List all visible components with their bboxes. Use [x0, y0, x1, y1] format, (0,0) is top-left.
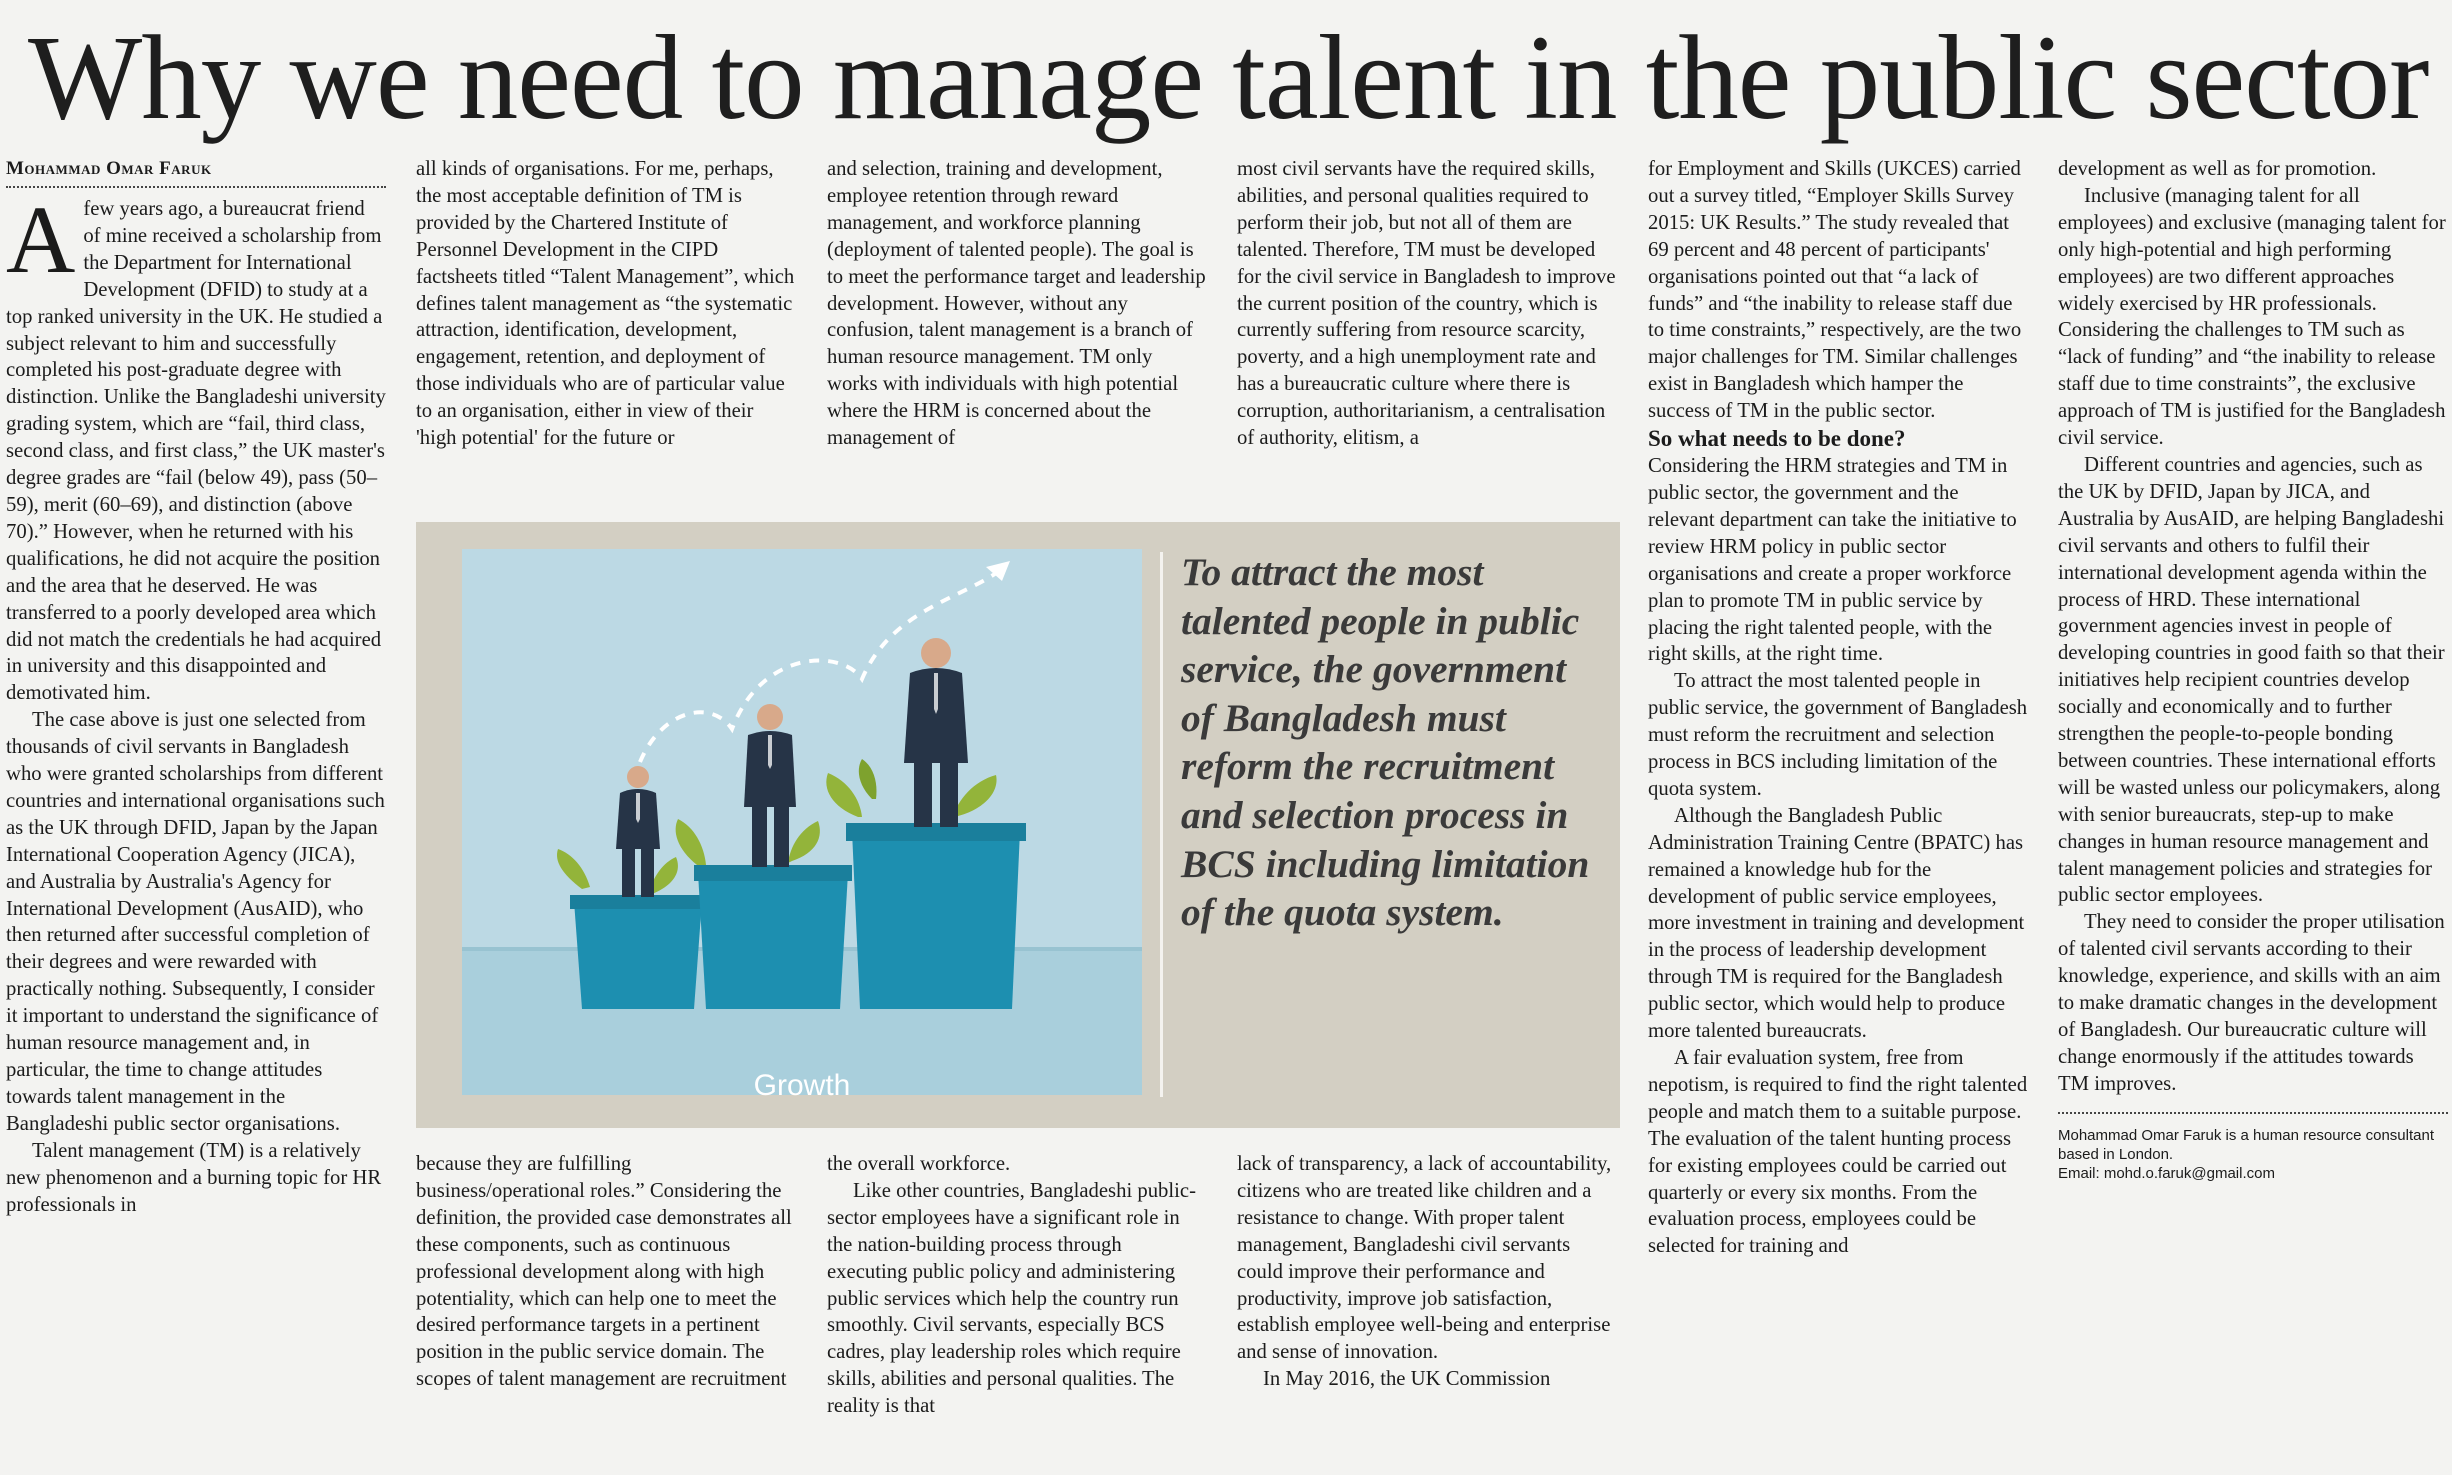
- author-email: Email: mohd.o.faruk@gmail.com: [2058, 1164, 2275, 1182]
- column-4-top: [1237, 156, 1617, 506]
- column-6: [2058, 156, 2448, 1456]
- paragraph: Although the Bangladesh Public Administration Training Centre (BPATC) has remained a knowledge hub for the development of public service employees, more investment in training and development in the process of leadership development through TM is required for the Bangladesh public sector, which would help to produce more talented bureaucrats.: [1648, 804, 2025, 1043]
- column-4-bottom: [1237, 1151, 1617, 1451]
- paragraph: lack of transparency, a lack of accountability, citizens who are treated like children and a resistance to change. With proper talent management, Bangladeshi civil servants could improve their performance and productivity, improve job satisfaction, establish employee well-being and enterprise and sense of innovation.: [1237, 1153, 1612, 1364]
- paragraph: Talent management (TM) is a relatively new phenomenon and a burning topic for HR professionals in: [6, 1139, 382, 1216]
- paragraph: for Employment and Skills (UKCES) carried out a survey titled, “Employer Skills Survey 2015: UK Results.” The study revealed that 69 percent and 48 percent of participants' organisations pointed out that “a lack of funds” and “the inability to release staff due to time constraints,” respectively, are the two major challenges for TM. Similar challenges exist in Bangladesh which hamper the success of TM in the public sector.: [1648, 158, 2022, 423]
- paragraph: development as well as for promotion.: [2058, 158, 2377, 180]
- figure-panel: [416, 522, 1620, 1128]
- author-bio: [2058, 1112, 2448, 1183]
- paragraph: all kinds of organisations. For me, perhaps, the most acceptable definition of TM is provided by the Chartered Institute of Personnel Development in the CIPD factsheets titled “Talent Management”, which defines talent management as “the systematic attraction, identification, development, engagement, retention, and deployment of those individuals who are of particular value to an organisation, either in view of their 'high potential' for the future or: [416, 158, 795, 450]
- paragraph: In May 2016, the UK Commission: [1263, 1368, 1551, 1391]
- column-3-bottom: [827, 1151, 1207, 1451]
- article-headline: Why we need to manage talent in the public sector: [28, 11, 2429, 145]
- column-2-top: [416, 156, 796, 506]
- pull-quote: To attract the most talented people in public service, the government of Bangladesh must reform the recruitment and selection process in BCS including limitation of the quota system.: [1181, 550, 1590, 935]
- column-2-bottom: [416, 1151, 796, 1451]
- paragraph: and selection, training and development, employee retention through reward management, and workforce planning (deployment of talented people). The goal is to meet the performance target and leadership development. However, without any confusion, talent management is a branch of human resource management. TM only works with individuals with high potential where the HRM is concerned about the management of: [827, 158, 1206, 450]
- column-1: [6, 156, 386, 1456]
- section-subhead: So what needs to be done?: [1648, 426, 1906, 452]
- growth-businessmen-plants-icon: [462, 549, 1142, 1095]
- drop-cap: A: [6, 186, 76, 293]
- paragraph: Different countries and agencies, such as the UK by DFID, Japan by JICA, and Australia by AusAID, are helping Bangladeshi civil servants and others to fulfil their international development agenda within the process of HRD. These international government agencies invest in people of developing countries in good faith so that their initiatives help recipient countries develop socially and economically and to further strengthen the people-to-people bonding between countries. These international efforts will be wasted unless our policymakers, along with senior bureaucrats, step-up to make changes in human resource management and talent management policies and strategies for public sector employees.: [2058, 453, 2445, 907]
- column-5: [1648, 156, 2028, 1456]
- paragraph: Like other countries, Bangladeshi public-sector employees have a significant role in the nation-building process through executing public policy and administering public services which help the country run smoothly. Civil servants, especially BCS cadres, play leadership roles which require skills, abilities and personal qualities. The reality is that: [827, 1179, 1196, 1418]
- paragraph: The case above is just one selected from thousands of civil servants in Bangladesh who were granted scholarships from different countries and international organisations such as the UK through DFID, Japan by the Japan International Cooperation Agency (JICA), and Australia by Australia's Agency for International Development (AusAID), who then returned after successful completion of their degrees and were rewarded with practically nothing. Subsequently, I consider it important to understand the significance of human resource management and, in particular, the time to change attitudes towards talent management in the Bangladeshi public sector organisations.: [6, 709, 385, 1135]
- author-bio-text: Mohammad Omar Faruk is a human resource consultant based in London.: [2058, 1126, 2434, 1163]
- author-byline: Mohammad Omar Faruk: [6, 156, 386, 188]
- column-3-top: [827, 156, 1207, 506]
- paragraph: To attract the most talented people in public service, the government of Bangladesh must reform the recruitment and selection process in BCS including limitation of the quota system.: [1648, 670, 2028, 800]
- growth-illustration: [462, 549, 1142, 1102]
- illustration-label: Growth: [753, 1069, 851, 1102]
- paragraph-text: few years ago, a bureaucrat friend of mine received a scholarship from the Department for International Development (DFID) to study at a top ranked university in the UK. He studied a subject relevant to him and successfully completed his post-graduate degree with distinction. Unlike the Bangladeshi university grading system, which are “fail, third class, second class, and first class,” the UK master's degree grades are “fail (below 49), pass (50–59), merit (60–69), and distinction (above 70).” However, when he returned with his qualifications, he did not acquire the position and the area that he deserved. He was transferred to a poorly developed area which did not match the credentials he had acquired in university and this disappointed and demotivated him.: [6, 198, 386, 705]
- paragraph: because they are fulfilling business/operational roles.” Considering the definition, the provided case demonstrates all these components, such as continuous professional development along with high potentiality, which can help one to meet the desired performance targets in a pertinent position in the public service domain. The scopes of talent management are recruitment: [416, 1153, 792, 1391]
- paragraph: A fair evaluation system, free from nepotism, is required to find the right talented people and match them to a suitable purpose. The evaluation of the talent hunting process for existing employees could be carried out quarterly or every six months. From the evaluation process, employees could be selected for training and: [1648, 1047, 2028, 1258]
- paragraph: They need to consider the proper utilisation of talented civil servants according to their knowledge, experience, and skills with an aim to make dramatic changes in the development of Bangladesh. Our bureaucratic culture will change enormously if the attitudes towards TM improves.: [2058, 911, 2445, 1095]
- paragraph: [6, 186, 386, 707]
- paragraph: Inclusive (managing talent for all employees) and exclusive (managing talent for only high-potential and high performing employees) are two different approaches widely exercised by HR professionals. Considering the challenges to TM such as “lack of funding” and “the inability to release staff due to time constraints”, the exclusive approach of TM is justified for the Bangladesh civil service.: [2058, 184, 2446, 450]
- paragraph: the overall workforce.: [827, 1153, 1011, 1175]
- pull-quote-divider: [1160, 552, 1163, 1097]
- paragraph: Considering the HRM strategies and TM in public sector, the government and the relevant department can take the initiative to review HRM policy in public sector organisations and create a proper workforce plan to promote TM in public service by placing the right talented people, with the right skills, at the right time.: [1648, 455, 2017, 666]
- paragraph: most civil servants have the required skills, abilities, and personal qualities required to perform their job, but not all of them are talented. Therefore, TM must be developed for the civil service in Bangladesh to improve the current position of the country, which is currently suffering from resource scarcity, poverty, and a high unemployment rate and has a bureaucratic culture where there is corruption, authoritarianism, a centralisation of authority, elitism, a: [1237, 158, 1616, 450]
